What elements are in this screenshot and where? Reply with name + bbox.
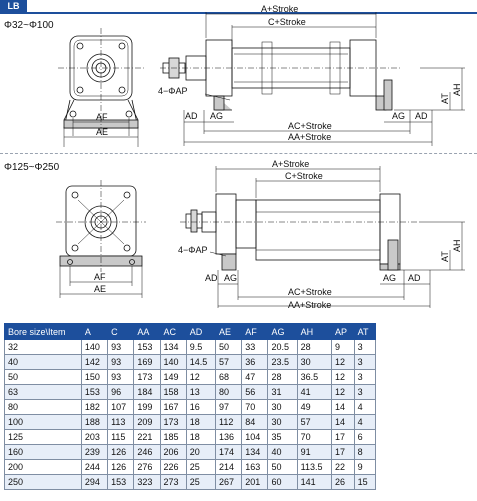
table-cell: 134: [242, 445, 268, 460]
table-cell: 185: [160, 430, 186, 445]
dim-af-1: AF: [96, 112, 108, 122]
table-cell: 214: [215, 460, 241, 475]
table-cell: 273: [160, 475, 186, 490]
col-header: AG: [268, 324, 297, 340]
col-header: AH: [297, 324, 331, 340]
dim-ad-right-2: AD: [408, 273, 421, 283]
table-cell: 49: [297, 400, 331, 415]
bore-size-cell: 125: [5, 430, 82, 445]
dim-ag-right-1: AG: [392, 111, 406, 121]
table-cell: 140: [160, 355, 186, 370]
dim-af-2: AF: [94, 272, 106, 282]
table-cell: 80: [215, 385, 241, 400]
table-cell: 169: [134, 355, 160, 370]
table-cell: 57: [297, 415, 331, 430]
dim-ah-2: AH: [452, 239, 462, 252]
col-header: AC: [160, 324, 186, 340]
table-header-row: [5, 324, 376, 340]
table-cell: 188: [81, 415, 107, 430]
table-cell: 126: [108, 445, 134, 460]
table-row: [5, 445, 376, 460]
col-header: AT: [354, 324, 375, 340]
table-cell: 60: [268, 475, 297, 490]
col-header: AD: [186, 324, 215, 340]
table-cell: 246: [134, 445, 160, 460]
table-cell: 93: [108, 370, 134, 385]
table-cell: 221: [134, 430, 160, 445]
table-row: [5, 475, 376, 490]
table-row: [5, 340, 376, 355]
table-cell: 26: [332, 475, 355, 490]
table-cell: 25: [186, 460, 215, 475]
table-cell: 36.5: [297, 370, 331, 385]
table-cell: 158: [160, 385, 186, 400]
table-cell: 97: [215, 400, 241, 415]
col-header: AA: [134, 324, 160, 340]
table-cell: 150: [81, 370, 107, 385]
table-cell: 113: [108, 415, 134, 430]
dim-ad-right-1: AD: [415, 111, 428, 121]
table-cell: 33: [242, 340, 268, 355]
table-cell: 57: [215, 355, 241, 370]
table-cell: 16: [186, 400, 215, 415]
bore-size-cell: 40: [5, 355, 82, 370]
dim-ag-right-2: AG: [383, 273, 397, 283]
table-cell: 41: [297, 385, 331, 400]
dim-ap-2: 4−ΦAP: [178, 245, 208, 255]
table-cell: 112: [215, 415, 241, 430]
table-row: [5, 430, 376, 445]
bore-size-cell: 200: [5, 460, 82, 475]
dim-c-stroke-2: C+Stroke: [285, 171, 323, 181]
dim-at-2: AT: [440, 251, 450, 262]
bore-size-cell: 32: [5, 340, 82, 355]
table-cell: 91: [297, 445, 331, 460]
table-cell: 9: [332, 340, 355, 355]
table-cell: 244: [81, 460, 107, 475]
table-cell: 267: [215, 475, 241, 490]
table-cell: 167: [160, 400, 186, 415]
col-header: Bore size\Item: [5, 324, 82, 340]
table-cell: 68: [215, 370, 241, 385]
dim-aa-stroke-1: AA+Stroke: [288, 132, 332, 142]
col-header: C: [108, 324, 134, 340]
table-cell: 40: [268, 445, 297, 460]
dim-aa-stroke-2: AA+Stroke: [288, 300, 332, 310]
table-cell: 20.5: [268, 340, 297, 355]
table-cell: 113.5: [297, 460, 331, 475]
table-row: [5, 415, 376, 430]
table-cell: 9: [354, 460, 375, 475]
table-cell: 199: [134, 400, 160, 415]
table-cell: 14: [332, 415, 355, 430]
dim-a-stroke-1: A+Stroke: [261, 4, 299, 14]
table-cell: 141: [297, 475, 331, 490]
table-row: [5, 460, 376, 475]
table-cell: 8: [354, 445, 375, 460]
table-cell: 18: [186, 415, 215, 430]
table-cell: 12: [186, 370, 215, 385]
table-cell: 107: [108, 400, 134, 415]
table-cell: 25: [186, 475, 215, 490]
dim-at-1: AT: [440, 93, 450, 104]
dim-ap-1: 4−ΦAP: [158, 86, 188, 96]
table-cell: 3: [354, 370, 375, 385]
table-cell: 12: [332, 355, 355, 370]
table-cell: 153: [81, 385, 107, 400]
table-cell: 23.5: [268, 355, 297, 370]
table-cell: 163: [242, 460, 268, 475]
bore-size-cell: 250: [5, 475, 82, 490]
table-cell: 9.5: [186, 340, 215, 355]
dim-ag-left-2: AG: [224, 273, 238, 283]
bore-range-2: Φ125~Φ250: [4, 162, 60, 173]
table-cell: 20: [186, 445, 215, 460]
table-cell: 30: [268, 400, 297, 415]
table-cell: 149: [160, 370, 186, 385]
table-cell: 12: [332, 385, 355, 400]
dim-ah-1: AH: [452, 83, 462, 96]
table-cell: 134: [160, 340, 186, 355]
col-header: AE: [215, 324, 241, 340]
table-cell: 3: [354, 385, 375, 400]
table-body: [5, 340, 376, 490]
table-cell: 13: [186, 385, 215, 400]
table-cell: 153: [134, 340, 160, 355]
dim-ac-stroke-2: AC+Stroke: [288, 287, 332, 297]
table-cell: 140: [81, 340, 107, 355]
table-cell: 4: [354, 415, 375, 430]
table-cell: 115: [108, 430, 134, 445]
table-cell: 182: [81, 400, 107, 415]
table-cell: 6: [354, 430, 375, 445]
table-cell: 323: [134, 475, 160, 490]
bore-size-cell: 160: [5, 445, 82, 460]
table-row: [5, 385, 376, 400]
table-cell: 50: [215, 340, 241, 355]
table-cell: 203: [81, 430, 107, 445]
table-cell: 173: [134, 370, 160, 385]
dimension-table: [4, 323, 376, 490]
bore-size-cell: 100: [5, 415, 82, 430]
dim-ad-left-2: AD: [205, 273, 218, 283]
bore-size-cell: 63: [5, 385, 82, 400]
table-cell: 3: [354, 355, 375, 370]
table-cell: 35: [268, 430, 297, 445]
table-cell: 12: [332, 370, 355, 385]
col-header: AP: [332, 324, 355, 340]
table-cell: 173: [160, 415, 186, 430]
table-cell: 142: [81, 355, 107, 370]
table-cell: 4: [354, 400, 375, 415]
table-cell: 17: [332, 430, 355, 445]
table-cell: 294: [81, 475, 107, 490]
table-row: [5, 370, 376, 385]
table-cell: 93: [108, 340, 134, 355]
table-cell: 239: [81, 445, 107, 460]
table-cell: 22: [332, 460, 355, 475]
table-cell: 136: [215, 430, 241, 445]
table-cell: 70: [242, 400, 268, 415]
table-cell: 14.5: [186, 355, 215, 370]
dim-ae-2: AE: [94, 284, 107, 294]
table-cell: 226: [160, 460, 186, 475]
table-cell: 30: [268, 415, 297, 430]
table-cell: 276: [134, 460, 160, 475]
table-cell: 70: [297, 430, 331, 445]
model-tag: LB: [0, 0, 27, 13]
table-cell: 50: [268, 460, 297, 475]
table-cell: 30: [297, 355, 331, 370]
table-cell: 174: [215, 445, 241, 460]
table-row: [5, 400, 376, 415]
table-cell: 18: [186, 430, 215, 445]
table-cell: 28: [297, 340, 331, 355]
table-cell: 126: [108, 460, 134, 475]
table-cell: 104: [242, 430, 268, 445]
bore-range-1: Φ32~Φ100: [4, 20, 54, 31]
table-cell: 184: [134, 385, 160, 400]
table-cell: 15: [354, 475, 375, 490]
bore-size-cell: 80: [5, 400, 82, 415]
dim-ae-1: AE: [96, 127, 109, 137]
table-cell: 93: [108, 355, 134, 370]
table-cell: 17: [332, 445, 355, 460]
table-cell: 206: [160, 445, 186, 460]
dim-ac-stroke-1: AC+Stroke: [288, 121, 332, 131]
dim-ad-left-1: AD: [185, 111, 198, 121]
table-row: [5, 355, 376, 370]
dim-c-stroke-1: C+Stroke: [268, 17, 306, 27]
dim-a-stroke-2: A+Stroke: [272, 159, 310, 169]
table-cell: 153: [108, 475, 134, 490]
table-cell: 31: [268, 385, 297, 400]
table-cell: 84: [242, 415, 268, 430]
table-cell: 47: [242, 370, 268, 385]
col-header: AF: [242, 324, 268, 340]
table-cell: 36: [242, 355, 268, 370]
table-cell: 3: [354, 340, 375, 355]
table-cell: 201: [242, 475, 268, 490]
table-cell: 209: [134, 415, 160, 430]
table-cell: 14: [332, 400, 355, 415]
dim-ag-left-1: AG: [210, 111, 224, 121]
table-cell: 28: [268, 370, 297, 385]
bore-size-cell: 50: [5, 370, 82, 385]
table-cell: 96: [108, 385, 134, 400]
table-cell: 56: [242, 385, 268, 400]
col-header: A: [81, 324, 107, 340]
